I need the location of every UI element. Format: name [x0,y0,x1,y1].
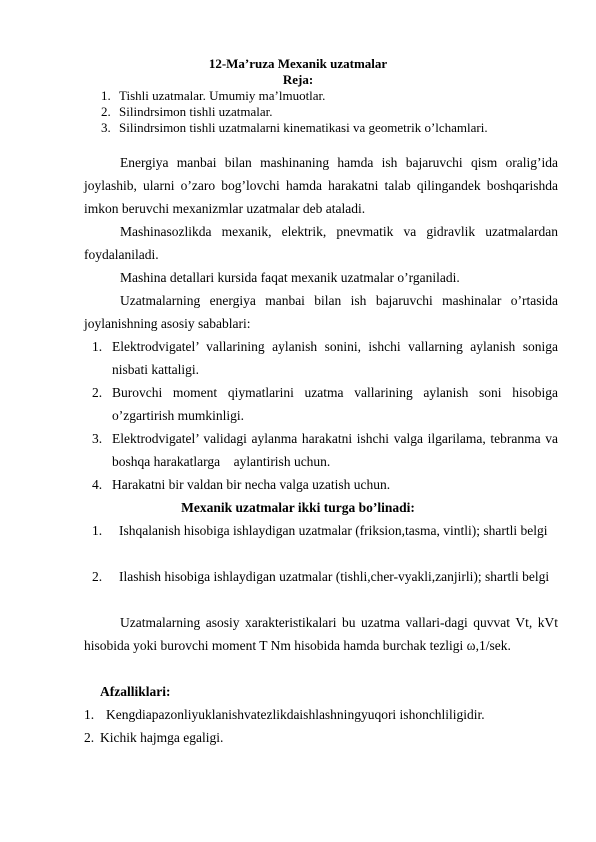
advantage-item [84,726,558,749]
reason-item [92,335,558,381]
advantage-text: Kengdiapazonliyuklanishvatezlikdaishlashningyuqori ishonchliligidir. [106,707,485,722]
advantage-number: 1. [84,707,95,722]
reason-number: 1. [92,339,103,354]
plan-item-text: Tishli uzatmalar. Umumiy ma’lmuotlar. [119,88,326,103]
paragraph-course-scope: Mashina detallari kursida faqat mexanik uzatmalar o’rganiladi. [120,270,460,285]
type-text: Ishqalanish hisobiga ishlaydigan uzatmalar (friksion,tasma, vintli); shartli belgi [119,523,548,538]
reason-number: 4. [92,477,103,492]
type-text: Ilashish hisobiga ishlaydigan uzatmalar (tishli,cher-vyakli,zanjirli); shartli belgi [119,569,550,584]
lecture-title: 12-Ma’ruza Mexanik uzatmalar [208,56,388,71]
type-number: 1. [92,523,103,538]
advantage-text: Kichik hajmga egaligi. [100,730,224,745]
type-item [92,519,558,565]
paragraph-definition: Energiya manbai bilan mashinaning hamda ish bajaruvchi qism oralig’ida joylashib, ularni o’zaro bog’lovchi hamda harakatni talab qilingandek boshqarishda imkon beruvchi mexanizmlar uzatmalar deb ataladi. [84,155,558,216]
reason-number: 3. [92,431,103,446]
advantage-number: 2. [84,730,95,745]
type-item [92,565,558,611]
plan-item [101,120,561,135]
plan-item-text: Silindrsimon tishli uzatmalarni kinematikasi va geometrik o’lchamlari. [119,120,488,135]
reason-item [92,381,558,427]
reason-text: Elektrodvigatel’ vallarining aylanish sonini, ishchi vallarning aylanish soniga nisbati kattaligi. [112,339,558,377]
reason-text: Burovchi moment qiymatlarini uzatma vallarining aylanish soni hisobiga o’zgartirish mumkinligi. [112,385,558,423]
reason-number: 2. [92,385,103,400]
plan-list [101,88,561,136]
plan-item-number: 1. [101,88,111,103]
advantages-heading: Afzalliklari: [100,684,171,699]
plan-heading: Reja: [282,72,314,87]
paragraph-characteristics: Uzatmalarning asosiy xarakteristikalari bu uzatma vallari-dagi quvvat Vt, kVt hisobida yoki burovchi moment T Nm hisobida hamda burchak tezligi ω,1/sek. [84,615,558,653]
reason-item [92,473,558,496]
plan-item-text: Silindrsimon tishli uzatmalar. [119,104,273,119]
paragraph-types-used: Mashinasozlikda mexanik, elektrik, pnevmatik va gidravlik uzatmalardan foydalaniladi. [84,224,558,262]
advantage-item [84,703,558,726]
reason-text: Harakatni bir valdan bir necha valga uzatish uchun. [112,477,391,492]
types-heading: Mexanik uzatmalar ikki turga bo’linadi: [181,500,415,515]
paragraph-reasons-intro: Uzatmalarning energiya manbai bilan ish bajaruvchi mashinalar o’rtasida joylanishning asosiy sabablari: [84,293,558,331]
type-number: 2. [92,569,103,584]
reason-text: Elektrodvigatel’ validagi aylanma harakatni ishchi valga ilgarilama, tebranma va boshqa harakatlarga aylantirish uchun. [112,431,562,469]
plan-item-number: 3. [101,120,111,135]
plan-item-number: 2. [101,104,111,119]
plan-item [101,104,561,119]
plan-item [101,88,561,103]
reason-item [92,427,562,473]
